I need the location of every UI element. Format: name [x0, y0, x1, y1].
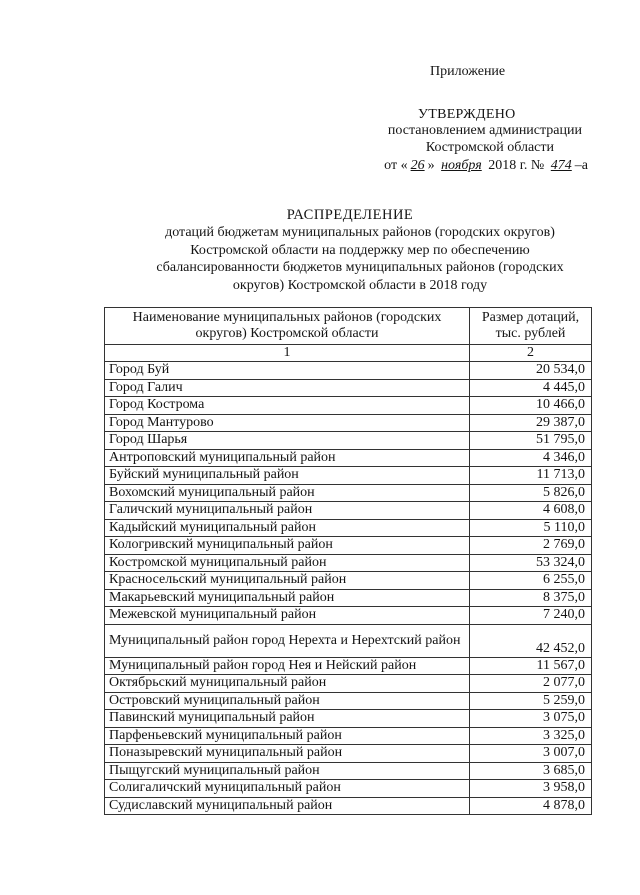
grant-amount: 3 958,0 — [470, 780, 592, 798]
grant-amount: 5 259,0 — [470, 692, 592, 710]
grant-amount: 5 826,0 — [470, 484, 592, 502]
district-name: Кадыйский муниципальный район — [105, 519, 470, 537]
district-name: Антроповский муниципальный район — [105, 449, 470, 467]
table-row — [105, 762, 592, 780]
table-row — [105, 519, 592, 537]
district-name: Красносельский муниципальный район — [105, 572, 470, 590]
grant-amount: 4 608,0 — [470, 502, 592, 520]
grant-amount: 4 346,0 — [470, 449, 592, 467]
decree-line-1: постановлением администрации — [387, 123, 582, 138]
district-name: Павинский муниципальный район — [105, 710, 470, 728]
grant-amount: 29 387,0 — [470, 414, 592, 432]
district-name: Город Мантурово — [105, 414, 470, 432]
district-name: Буйский муниципальный район — [105, 467, 470, 485]
district-name: Город Шарья — [105, 432, 470, 450]
grant-amount: 3 685,0 — [470, 762, 592, 780]
table-row — [105, 414, 592, 432]
table-header-row — [105, 308, 592, 345]
col-number-1: 1 — [105, 345, 470, 362]
grant-amount: 4 878,0 — [470, 797, 592, 815]
table-row — [105, 780, 592, 798]
decree-date-line — [384, 158, 588, 174]
table-row — [105, 432, 592, 450]
grant-amount: 3 007,0 — [470, 745, 592, 763]
grant-amount: 3 075,0 — [470, 710, 592, 728]
table-row — [105, 397, 592, 415]
table-row — [105, 572, 592, 590]
district-name: Солигаличский муниципальный район — [105, 780, 470, 798]
grant-amount: 3 325,0 — [470, 727, 592, 745]
document-title: РАСПРЕДЕЛЕНИЕ — [286, 207, 414, 223]
grant-amount: 2 769,0 — [470, 537, 592, 555]
district-name: Парфеньевский муниципальный район — [105, 727, 470, 745]
district-name: Вохомский муниципальный район — [105, 484, 470, 502]
table-row — [105, 727, 592, 745]
table-row — [105, 657, 592, 675]
grant-amount: 11 567,0 — [470, 657, 592, 675]
table-row — [105, 675, 592, 693]
table-row — [105, 607, 592, 625]
district-name: Октябрьский муниципальный район — [105, 675, 470, 693]
district-name: Муниципальный район город Нерехта и Нерехтский район — [105, 624, 470, 657]
date-mid: » — [427, 158, 439, 173]
grant-amount: 11 713,0 — [470, 467, 592, 485]
table-row — [105, 502, 592, 520]
grant-amount: 20 534,0 — [470, 362, 592, 380]
date-prefix: от « — [384, 158, 408, 173]
grant-amount: 53 324,0 — [470, 554, 592, 572]
table-row — [105, 537, 592, 555]
table-row — [105, 692, 592, 710]
district-name: Макарьевский муниципальный район — [105, 589, 470, 607]
grant-amount: 8 375,0 — [470, 589, 592, 607]
grant-amount: 7 240,0 — [470, 607, 592, 625]
district-name: Межевской муниципальный район — [105, 607, 470, 625]
district-name: Поназыревский муниципальный район — [105, 745, 470, 763]
date-year: 2018 г. № — [484, 158, 548, 173]
district-name: Город Кострома — [105, 397, 470, 415]
decree-line-2: Костромской области — [425, 140, 554, 155]
grant-amount: 4 445,0 — [470, 379, 592, 397]
table-body — [105, 362, 592, 815]
table-row — [105, 710, 592, 728]
district-name: Кологривский муниципальный район — [105, 537, 470, 555]
table-row — [105, 484, 592, 502]
district-name: Судиславский муниципальный район — [105, 797, 470, 815]
grant-amount: 6 255,0 — [470, 572, 592, 590]
district-name: Пыщугский муниципальный район — [105, 762, 470, 780]
district-name: Город Буй — [105, 362, 470, 380]
col-header-district: Наименование муниципальных районов (городских округов) Костромской области — [105, 308, 470, 345]
date-month: ноября — [441, 158, 482, 173]
column-number-row — [105, 345, 592, 362]
grant-amount: 51 795,0 — [470, 432, 592, 450]
date-day: 26 — [410, 158, 425, 173]
grant-amount: 42 452,0 — [470, 624, 592, 657]
district-name: Островский муниципальный район — [105, 692, 470, 710]
decree-number: 474 — [550, 158, 572, 173]
col-header-amount: Размер дотаций, тыс. рублей — [470, 308, 592, 345]
document-subtitle: дотаций бюджетам муниципальных районов (городских округов) Костромской области на поддержку мер по обеспечению сбалансированности бюджетов муниципальных районов (городских округов) Костромской области в 2018 году — [156, 225, 564, 293]
table-row — [105, 589, 592, 607]
grant-amount: 10 466,0 — [470, 397, 592, 415]
grants-table — [104, 307, 592, 815]
table-row — [105, 379, 592, 397]
table-row — [105, 362, 592, 380]
date-suffix: –а — [574, 158, 588, 173]
table-row — [105, 467, 592, 485]
table-row — [105, 797, 592, 815]
district-name: Муниципальный район город Нея и Нейский район — [105, 657, 470, 675]
grant-amount: 5 110,0 — [470, 519, 592, 537]
table-row — [105, 745, 592, 763]
appendix-label: Приложение — [430, 64, 506, 79]
district-name: Костромской муниципальный район — [105, 554, 470, 572]
district-name: Город Галич — [105, 379, 470, 397]
table-row — [105, 554, 592, 572]
approved-stamp-title: УТВЕРЖДЕНО — [418, 107, 516, 122]
col-number-2: 2 — [470, 345, 592, 362]
table-row — [105, 624, 592, 657]
district-name: Галичский муниципальный район — [105, 502, 470, 520]
grant-amount: 2 077,0 — [470, 675, 592, 693]
table-row — [105, 449, 592, 467]
